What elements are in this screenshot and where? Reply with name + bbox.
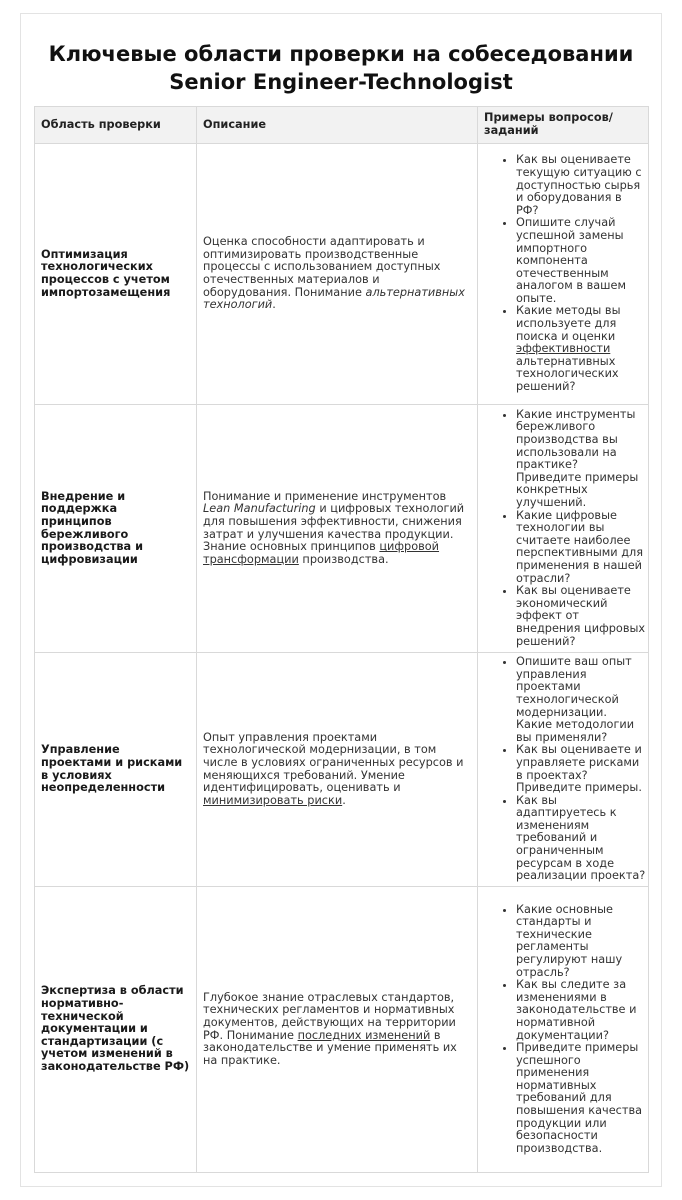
- page-title-line-1: Ключевые области проверки на собеседовании: [48, 42, 634, 66]
- description-cell: [197, 144, 478, 405]
- description-cell: [197, 887, 478, 1173]
- description-text: .: [272, 298, 276, 312]
- description-link-term: цифровой трансформации: [203, 540, 440, 566]
- table-header-row: [35, 107, 649, 144]
- description-cell: [197, 405, 478, 653]
- example-question: • Какие цифровые технологии вы считаете наиболее перспективными для применения в нашей отрасли?: [516, 510, 646, 586]
- description-cell: [197, 653, 478, 887]
- example-question: • Как вы оцениваете и управляете рисками в проектах? Приведите примеры.: [516, 744, 646, 794]
- description-text: в законодательстве и умение применять их на практике.: [203, 1028, 457, 1067]
- example-question: • Опишите случай успешной замены импортного компонента отечественным аналогом в вашем опыте.: [516, 217, 646, 305]
- example-question: • Какие основные стандарты и технические регламенты регулируют нашу отрасль?: [516, 904, 646, 980]
- description-text: .: [342, 793, 346, 807]
- description-emphasis: Lean Manufacturing: [203, 502, 316, 516]
- description-emphasis: альтернативных технологий: [203, 285, 465, 312]
- examples-list: [484, 409, 646, 648]
- area-cell: Экспертиза в области нормативно-технической документации и стандартизации (с учетом изменений в законодательстве РФ): [35, 887, 197, 1173]
- page-title-line-2: Senior Engineer-Technologist: [169, 70, 513, 94]
- example-question: • Как вы оцениваете текущую ситуацию с доступностью сырья и оборудования в РФ?: [516, 154, 646, 217]
- examples-cell: [478, 405, 649, 653]
- examples-list: [484, 656, 646, 883]
- description-text: и цифровых технологий для повышения эффективности, снижения затрат и улучшения качества продукции. Знание основных принципов: [203, 502, 465, 554]
- description-text: Понимание и применение инструментов: [203, 489, 447, 503]
- table-row: [35, 653, 649, 887]
- column-header-description: Описание: [197, 107, 478, 144]
- example-text: Какие методы вы используете для поиска и оценки: [516, 304, 621, 343]
- column-header-examples: Примеры вопросов/ заданий: [478, 107, 649, 144]
- table-row: [35, 144, 649, 405]
- example-text: альтернативных технологических решений?: [516, 354, 619, 394]
- description-link-term: минимизировать риски: [203, 793, 343, 807]
- description-text: Оценка способности адаптировать и оптимизировать производственные процессы с использованием доступных отечественных материалов и оборудования. Понимание: [203, 235, 441, 299]
- examples-list: [484, 154, 646, 393]
- interview-areas-table: [34, 106, 649, 1173]
- example-question: [516, 305, 646, 393]
- description-link-term: последних изменений: [297, 1028, 431, 1042]
- example-link-term: эффективности: [516, 342, 611, 356]
- examples-cell: [478, 144, 649, 405]
- page-title: [20, 40, 662, 96]
- description-text: Опыт управления проектами технологической модернизации, в том числе в условиях ограниченных ресурсов и меняющихся требований. Умение идентифицировать, оценивать и: [203, 730, 464, 795]
- examples-cell: [478, 887, 649, 1173]
- examples-cell: [478, 653, 649, 887]
- column-header-area: Область проверки: [35, 107, 197, 144]
- table-row: [35, 887, 649, 1173]
- area-cell: Внедрение и поддержка принципов бережливого производства и цифровизации: [35, 405, 197, 653]
- example-question: • Как вы следите за изменениями в законодательстве и нормативной документации?: [516, 979, 646, 1042]
- example-question: • Как вы адаптируетесь к изменениям требований и ограниченным ресурсам в ходе реализации проекта?: [516, 795, 646, 883]
- table-row: [35, 405, 649, 653]
- area-cell: Оптимизация технологических процессов с учетом импортозамещения: [35, 144, 197, 405]
- example-question: • Опишите ваш опыт управления проектами технологической модернизации. Какие методологии вы применяли?: [516, 656, 646, 744]
- example-question: • Как вы оцениваете экономический эффект от внедрения цифровых решений?: [516, 585, 646, 648]
- example-question: • Какие инструменты бережливого производства вы использовали на практике? Приведите примеры конкретных улучшений.: [516, 409, 646, 510]
- examples-list: [484, 904, 646, 1156]
- description-text: Глубокое знание отраслевых стандартов, технических регламентов и нормативных документов, действующих на территории РФ. Понимание: [203, 990, 456, 1042]
- area-cell: Управление проектами и рисками в условиях неопределенности: [35, 653, 197, 887]
- example-question: • Приведите примеры успешного применения нормативных требований для повышения качества продукции или безопасности производства.: [516, 1042, 646, 1155]
- description-text: производства.: [298, 552, 389, 566]
